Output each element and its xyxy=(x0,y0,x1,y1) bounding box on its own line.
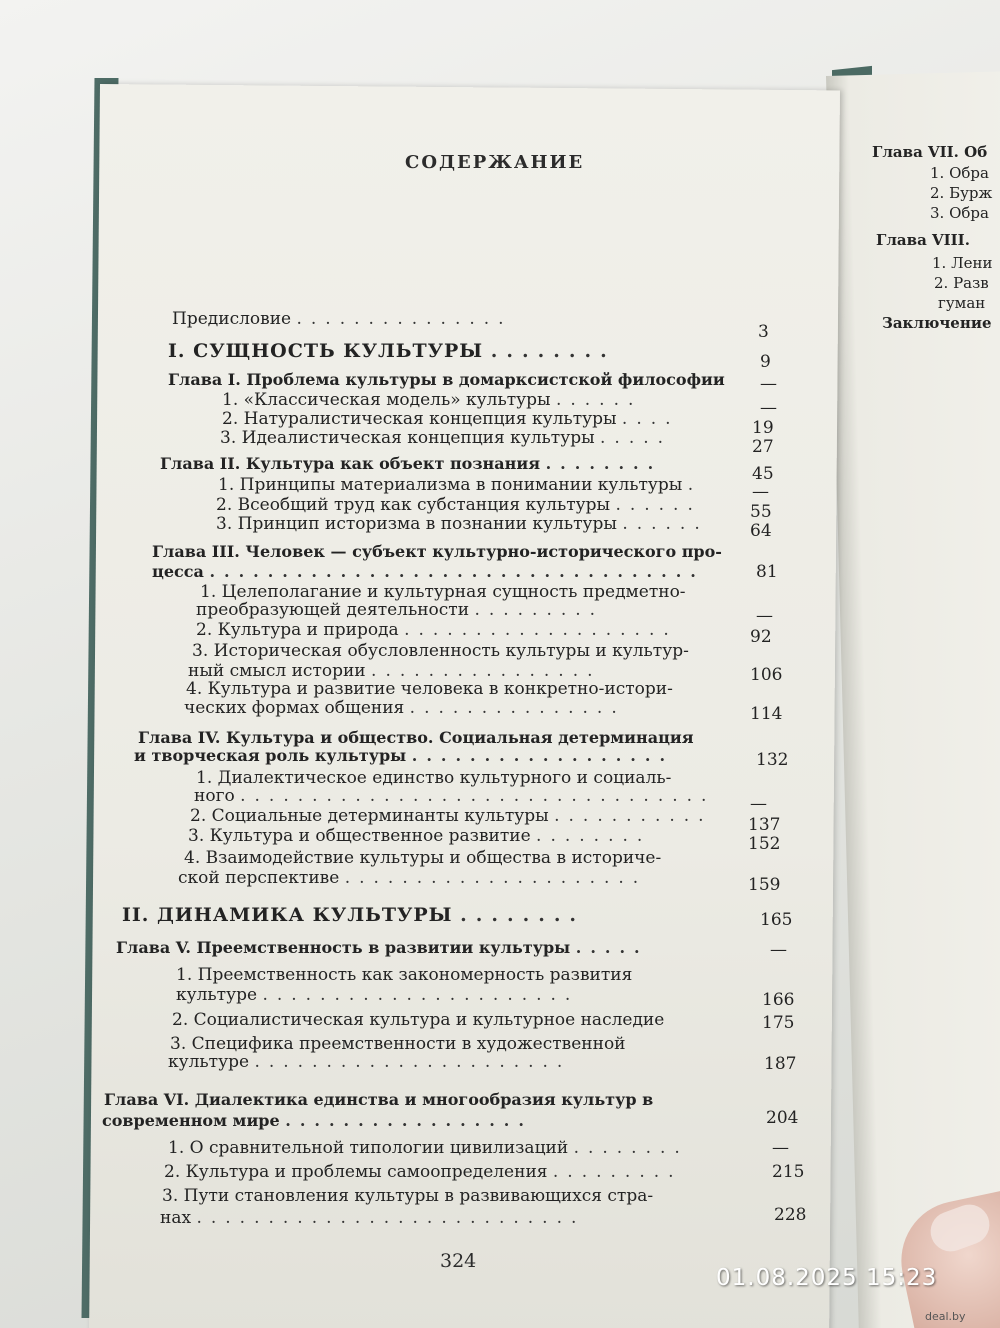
toc-page: 27 xyxy=(752,437,774,457)
toc-chapter: и творческая роль культуры .................. xyxy=(134,746,675,765)
toc-section: 1. О сравнительной типологии цивилизаций ........ xyxy=(168,1138,689,1158)
toc-page: — xyxy=(760,374,777,394)
toc-chapter: Глава V. Преемственность в развитии культуры ..... xyxy=(116,938,649,957)
toc-page: — xyxy=(752,482,769,502)
right-line: 2. Бурж xyxy=(930,184,993,202)
toc-page: 215 xyxy=(772,1162,805,1182)
right-line: 2. Разв xyxy=(934,274,989,292)
toc-section: 4. Взаимодействие культуры и общества в историче- xyxy=(184,848,662,868)
right-line: Заключение xyxy=(882,314,992,332)
toc-section: 1. Целеполагание и культурная сущность предметно- xyxy=(200,582,686,602)
toc-section: 4. Культура и развитие человека в конкретно-истори- xyxy=(186,679,673,699)
toc-chapter: Глава III. Человек — субъект культурно-исторического про- xyxy=(152,542,722,561)
toc-page: — xyxy=(770,940,787,960)
toc-page: 166 xyxy=(762,990,795,1010)
photo-timestamp: 01.08.2025 15:23 xyxy=(716,1265,938,1291)
toc-chapter: цесса .................................. xyxy=(152,562,705,581)
toc-title: СОДЕРЖАНИЕ xyxy=(405,152,585,173)
toc-section: 1. Преемственность как закономерность развития xyxy=(176,965,633,985)
toc-section: ской перспективе ..................... xyxy=(178,868,648,888)
toc-page: 81 xyxy=(756,562,778,582)
toc-chapter: Глава I. Проблема культуры в домарксистской философии xyxy=(168,370,725,389)
watermark: deal.by xyxy=(925,1310,966,1323)
toc-section: 2. Культура и проблемы самоопределения ......... xyxy=(164,1162,683,1182)
toc-section: 1. «Классическая модель» культуры ...... xyxy=(222,390,643,410)
toc-section: 3. Пути становления культуры в развивающихся стра- xyxy=(162,1186,654,1206)
toc-page: 165 xyxy=(760,910,793,930)
toc-section: нах ........................... xyxy=(160,1208,586,1228)
toc-page: 175 xyxy=(762,1013,795,1033)
toc-page: 55 xyxy=(750,502,772,522)
toc-page: 19 xyxy=(752,418,774,438)
toc-part-title: I. СУЩНОСТЬ КУЛЬТУРЫ ........ xyxy=(168,340,616,362)
toc-entry: Предисловие ............... xyxy=(172,309,513,329)
toc-page: 9 xyxy=(760,352,771,372)
toc-section: 3. Идеалистическая концепция культуры ..... xyxy=(220,428,673,448)
toc-page: 45 xyxy=(752,464,774,484)
toc-part-title: II. ДИНАМИКА КУЛЬТУРЫ ........ xyxy=(122,904,586,926)
toc-section: ный смысл истории ................ xyxy=(188,661,602,681)
right-line: 3. Обра xyxy=(930,204,989,222)
toc-page: 3 xyxy=(758,322,769,342)
toc-section: 2. Социалистическая культура и культурное наследие xyxy=(172,1010,665,1030)
page-number: 324 xyxy=(440,1250,477,1272)
toc-chapter: современном мире ................. xyxy=(102,1111,533,1130)
toc-page: 159 xyxy=(748,875,781,895)
toc-page: — xyxy=(756,606,773,626)
right-line: Глава VIII. xyxy=(876,231,970,249)
toc-chapter: Глава VI. Диалектика единства и многообразия культур в xyxy=(104,1090,654,1109)
toc-section: 3. Специфика преемственности в художественной xyxy=(170,1034,626,1054)
toc-section: 3. Культура и общественное развитие ........ xyxy=(188,826,652,846)
toc-page: 132 xyxy=(756,750,789,770)
right-line: 1. Обра xyxy=(930,164,989,182)
toc-section: 1. Диалектическое единство культурного и социаль- xyxy=(196,768,672,788)
toc-page: 228 xyxy=(774,1205,807,1225)
toc-section: преобразующей деятельности ......... xyxy=(196,600,605,620)
toc-section: 2. Натуралистическая концепция культуры .... xyxy=(222,409,680,429)
toc-page: 137 xyxy=(748,815,781,835)
toc-section: 3. Принцип историзма в познании культуры ...... xyxy=(216,514,709,534)
toc-page: — xyxy=(750,794,767,814)
toc-chapter: Глава IV. Культура и общество. Социальная детерминация xyxy=(138,728,694,747)
toc-section: 1. Принципы материализма в понимании культуры . xyxy=(218,475,703,495)
toc-page: 114 xyxy=(750,704,783,724)
right-line: 1. Лени xyxy=(932,254,993,272)
toc-page: 64 xyxy=(750,521,772,541)
toc-section: ного ................................. xyxy=(194,786,716,806)
toc-section: 2. Всеобщий труд как субстанция культуры ...... xyxy=(216,495,702,515)
toc-section: 2. Культура и природа ................... xyxy=(196,620,678,640)
toc-page: 187 xyxy=(764,1054,797,1074)
toc-chapter: Глава II. Культура как объект познания ........ xyxy=(160,454,663,473)
toc-page: 204 xyxy=(766,1108,799,1128)
toc-page: — xyxy=(772,1138,789,1158)
toc-section: культуре ...................... xyxy=(168,1052,572,1072)
toc-page: 92 xyxy=(750,627,772,647)
toc-page: — xyxy=(760,398,777,418)
toc-section: культуре ...................... xyxy=(176,985,580,1005)
right-line: Глава VII. Об xyxy=(872,143,988,161)
toc-section: ческих формах общения ............... xyxy=(184,698,626,718)
toc-section: 2. Социальные детерминанты культуры ........... xyxy=(190,806,713,826)
right-line: гуман xyxy=(938,294,986,312)
toc-section: 3. Историческая обусловленность культуры и культур- xyxy=(192,641,689,661)
toc-page: 106 xyxy=(750,665,783,685)
toc-page: 152 xyxy=(748,834,781,854)
